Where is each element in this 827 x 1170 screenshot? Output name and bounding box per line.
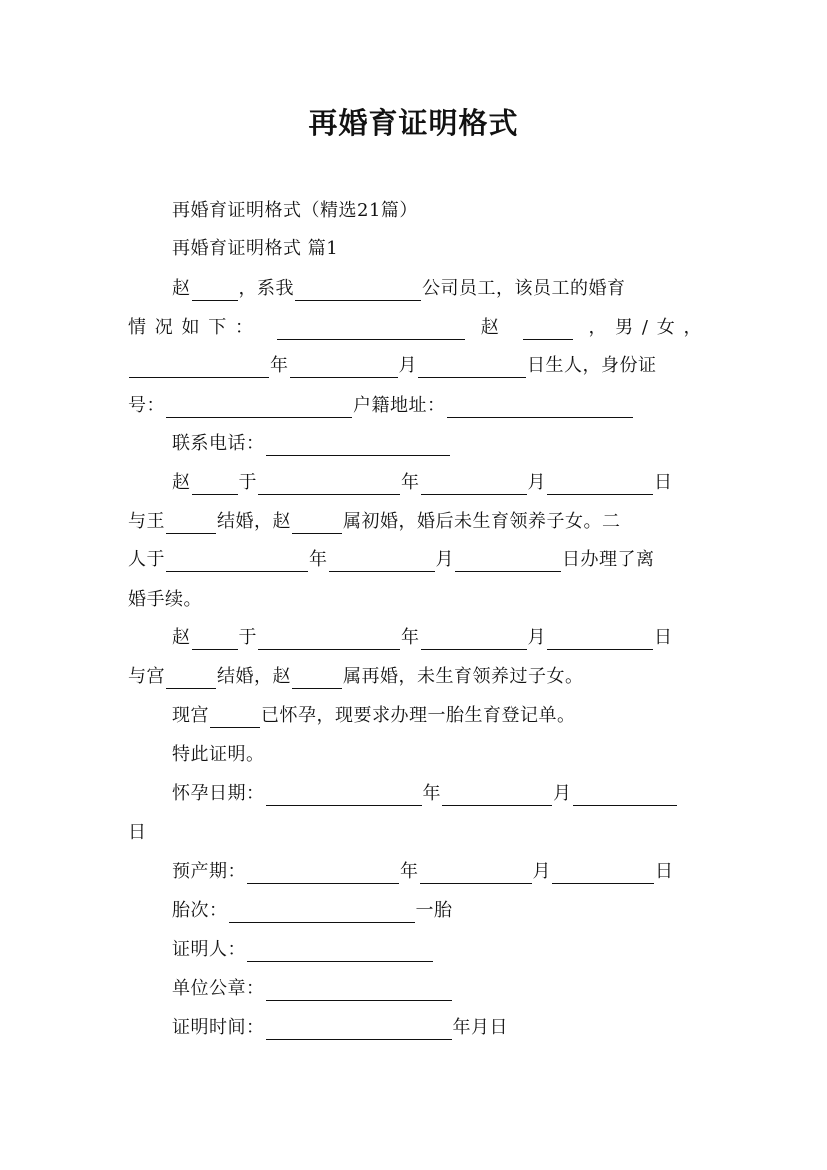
text: 特此证明。 [172,744,265,765]
certify-date-line [172,1016,508,1040]
text: 属初婚，婚后未生育领养子女。二 [343,511,621,532]
paragraph-line [172,743,265,767]
blank [552,863,654,884]
blank [266,1019,452,1040]
blank [455,551,561,572]
blank [166,551,308,572]
blank [277,319,465,340]
blank [547,474,653,495]
document-title: 再婚育证明格式 [308,106,519,140]
blank [247,863,399,884]
blank [192,280,238,301]
text: 日 [654,472,673,493]
text: 结婚，赵 [217,511,291,532]
text: 现宫 [172,705,209,726]
subtitle-line [172,199,418,223]
text: 年 [400,861,419,882]
blank [442,785,552,806]
heading-line [172,237,338,261]
text: ，男/女， [588,317,702,338]
text: 赵 [480,317,508,338]
text: 单位公章： [172,978,265,999]
paragraph-line [128,588,202,612]
blank [129,357,269,378]
paragraph-line [172,626,673,650]
text: 属再婚，未生育领养过子女。 [343,666,584,687]
witness-line [172,938,434,962]
text: 日生人，身份证 [527,355,657,376]
blank [329,551,435,572]
blank [573,785,677,806]
text: 与宫 [128,666,165,687]
paragraph-line [128,821,147,845]
paragraph-line [128,548,655,572]
text: 月 [435,549,454,570]
text: 月 [527,472,546,493]
subtitle-text: 再婚育证明格式（精选21篇） [172,200,418,221]
text: 预产期： [172,861,246,882]
blank [418,357,526,378]
blank [258,629,400,650]
text: 日 [654,627,673,648]
text: 于 [238,472,257,493]
blank [420,863,532,884]
blank [295,280,421,301]
blank [292,668,342,689]
paragraph-line [172,471,673,495]
text: 于 [238,627,257,648]
blank [266,435,450,456]
text: 月 [532,861,551,882]
blank [421,474,527,495]
text: 日办理了离 [562,549,655,570]
text: 结婚，赵 [217,666,291,687]
blank [210,707,260,728]
blank [266,980,452,1001]
text: 月 [527,627,546,648]
seal-line [172,977,453,1001]
paragraph-line [172,704,576,728]
blank [547,629,653,650]
blank [266,785,422,806]
text: 婚手续。 [128,589,202,610]
paragraph-line [128,394,634,418]
paragraph-line [172,277,626,301]
paragraph-line [128,665,584,689]
paragraph-line [128,316,702,340]
text: 赵 [172,472,191,493]
text: 赵 [172,627,191,648]
heading-text: 再婚育证明格式 篇1 [172,238,339,259]
text: 已怀孕，现要求办理一胎生育登记单。 [261,705,576,726]
text: 日 [655,861,674,882]
text: 日 [128,822,147,843]
blank [192,474,238,495]
blank [166,397,352,418]
text: 情况如下： [128,317,262,338]
text: 月 [398,355,417,376]
blank [523,319,573,340]
text: 年 [401,472,420,493]
text: 联系电话： [172,433,265,454]
blank [258,474,400,495]
blank [447,397,633,418]
text: 与王 [128,511,165,532]
paragraph-line [128,510,621,534]
parity-line [172,899,453,923]
text: 年 [422,783,441,804]
text: 号： [128,395,165,416]
text: 证明时间： [172,1017,265,1038]
text: 胎次： [172,900,228,921]
text: 证明人： [172,939,246,960]
text: 户籍地址： [353,395,446,416]
due-date-line [172,860,674,884]
text: 年 [309,549,328,570]
phone-line [172,432,451,456]
text: 人于 [128,549,165,570]
blank [290,357,398,378]
blank [421,629,527,650]
text: 年月日 [452,1017,508,1038]
pregnancy-date-line [172,782,678,806]
paragraph-line [128,354,657,378]
text: 年 [270,355,289,376]
blank [166,668,216,689]
blank [247,941,433,962]
text: ，系我 [238,278,294,299]
blank [292,513,342,534]
text: 赵 [172,278,191,299]
text: 怀孕日期： [172,783,265,804]
text: 公司员工，该员工的婚育 [422,278,626,299]
blank [229,902,415,923]
text: 年 [401,627,420,648]
blank [192,629,238,650]
text: 月 [553,783,572,804]
blank [166,513,216,534]
text: 一胎 [415,900,453,921]
